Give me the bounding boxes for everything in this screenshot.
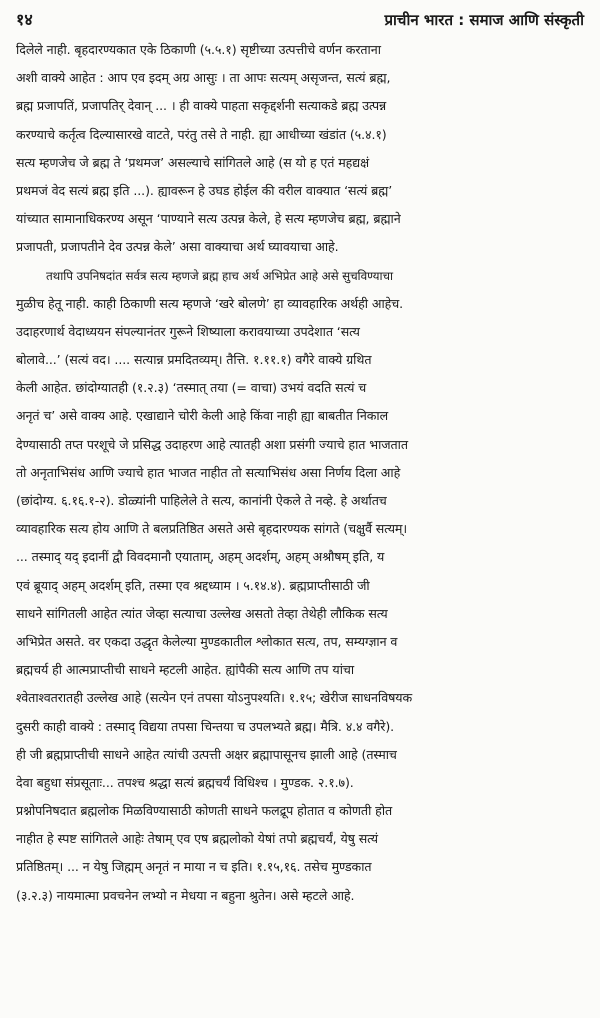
text-line: यांच्यात सामानाधिकरण्य असून ‘पाण्याने सत्य उत्पन्न केले, हे सत्य म्हणजेच ब्रह्म, ब्रह्माने [16, 211, 401, 227]
text-line: साधने सांगितली आहेत त्यांत जेव्हा सत्याचा उल्लेख असतो तेव्हा तेथेही लौकिक सत्य [16, 605, 388, 621]
text-line: ... तस्माद् यद् इदानीं द्वौ विवदमानौ एयाताम्, अहम् अदर्शम्, अहम् अश्रौषम् इति, य [16, 549, 385, 565]
text-line: (छांदोग्य. ६.१६.१-२). डोळ्यांनी पाहिलेले ते सत्य, कानांनी ऐकले ते नव्हे. हे अर्थातच [16, 493, 387, 508]
text-line: एवं ब्रूयाद् अहम् अदर्शम् इति, तस्मा एव श्रद्दध्याम । ५.१४.४). ब्रह्मप्राप्तीसाठी जी [16, 577, 370, 593]
running-title: प्राचीन भारत : समाज आणि संस्कृती [384, 11, 584, 29]
paragraph [16, 262, 584, 910]
text-line: उदाहरणार्थ वेदाध्ययन संपल्यानंतर गुरूने शिष्याला करावयाच्या उपदेशात ‘सत्य [16, 323, 360, 339]
text-line: प्रतिष्ठितम्। ... न येषु जिह्मम् अनृतं न माया न च इति। १.१५,१६. तसेच मुण्डकात [16, 859, 372, 875]
text-line: ही जी ब्रह्मप्राप्तीची साधने आहेत त्यांची उत्पत्ती अक्षर ब्रह्मापासूनच झाली आहे (तस्माच [16, 746, 397, 762]
text-line: ब्रह्म प्रजापतिं, प्रजापतिर् देवान् ... । ही वाक्ये पाहता सकृद्दर्शनी सत्याकडे ब्रह्म उत्पन्न [16, 98, 387, 114]
text-line: करण्याचे कर्तृत्व दिल्यासारखे वाटते, परंतु तसे ते नाही. ह्या आधीच्या खंडांत (५.४.१) [16, 126, 387, 142]
running-header [16, 8, 584, 32]
text-line: (३.२.३) नायमात्मा प्रवचनेन लभ्यो न मेधया न बहुना श्रुतेन। असे म्हटले आहे. [16, 887, 355, 903]
text-line: अभिप्रेत असते. वर एकदा उद्धृत केलेल्या मुण्डकातील श्लोकात सत्य, तप, सम्यग्ज्ञान व [16, 633, 398, 649]
text-line: तो अनृताभिसंध आणि ज्याचे हात भाजत नाहीत तो सत्याभिसंध असा निर्णय दिला आहे [16, 464, 401, 480]
text-line: प्रथमजं वेद सत्यं ब्रह्म इति ...). ह्यावरून हे उघड होईल की वरील वाक्यात ‘सत्यं ब्रह्म’ [16, 182, 393, 198]
text-line: मुळीच हेतू नाही. काही ठिकाणी सत्य म्हणजे ‘खरे बोलणे’ हा व्यावहारिक अर्थही आहेच. [16, 295, 404, 311]
text-line: दिलेले नाही. बृहदारण्यकात एके ठिकाणी (५.५.१) सृष्टीच्या उत्पत्तीचे वर्णन करताना [16, 42, 381, 57]
text-line: अशी वाक्ये आहेत : आप एव इदम् अग्र आसुः । ता आपः सत्यम् असृजन्त, सत्यं ब्रह्म, [16, 70, 391, 86]
text-line: तथापि उपनिषदांत सर्वत्र सत्य म्हणजे ब्रह्म हाच अर्थ अभिप्रेत आहे असे सुचविण्याचा [46, 268, 393, 283]
paragraph [16, 36, 584, 262]
text-line: देवा बहुधा संप्रसूताः... तपश्च श्रद्धा सत्यं ब्रह्मचर्यं विधिश्च । मुण्डक. २.१.७). [16, 774, 354, 790]
text-line: सत्य म्हणजेच जे ब्रह्म ते ‘प्रथमज’ असल्याचे सांगितले आहे (स यो ह एतं महद्यक्षं [16, 154, 370, 170]
text-line: बोलावे...’ (सत्यं वद। .... सत्यान्न प्रमदितव्यम्। तैत्ति. १.११.१) वगैरे वाक्ये ग्रथित [16, 352, 372, 368]
text-line: व्यावहारिक सत्य होय आणि ते बलप्रतिष्ठित असते असे बृहदारण्यक सांगते (चक्षुर्वै सत्यम्। [16, 521, 408, 537]
text-line: अनृतं च’ असे वाक्य आहे. एखाद्याने चोरी केली आहे किंवा नाही ह्या बाबतीत निकाल [16, 408, 389, 424]
body-text [16, 36, 584, 910]
text-line: केली आहेत. छांदोग्यातही (१.२.३) ‘तस्मात् तया (= वाचा) उभयं वदति सत्यं च [16, 380, 367, 396]
text-line: नाहीत हे स्पष्ट सांगितले आहेः तेषाम् एव एष ब्रह्मलोको येषां तपो ब्रह्मचर्यं, येषु सत्यं [16, 831, 378, 847]
text-line: ब्रह्मचर्य ही आत्मप्राप्तीची साधने म्हटली आहेत. ह्यांपैकी सत्य आणि तप यांचा [16, 662, 355, 678]
text-line: प्रश्नोपनिषदात ब्रह्मलोक मिळविण्यासाठी कोणती साधने फलद्रूप होतात व कोणती होत [16, 803, 393, 819]
text-line: श्वेताश्वतरातही उल्लेख आहे (सत्येन एनं तपसा योऽनुपश्यति। १.१५; खेरीज साधनविषयक [16, 690, 413, 706]
text-line: देण्यासाठी तप्त परशूचे जे प्रसिद्ध उदाहरण आहे त्यातही अशा प्रसंगी ज्याचे हात भाजतात [16, 436, 408, 452]
page-number: १४ [16, 10, 33, 29]
text-line: दुसरी काही वाक्ये : तस्माद् विद्यया तपसा चिन्तया च उपलभ्यते ब्रह्म। मैत्रि. ४.४ वगैरे). [16, 718, 395, 734]
text-line: प्रजापती, प्रजापतीने देव उत्पन्न केले’ असा वाक्याचा अर्थ घ्यावयाचा आहे. [16, 239, 339, 255]
